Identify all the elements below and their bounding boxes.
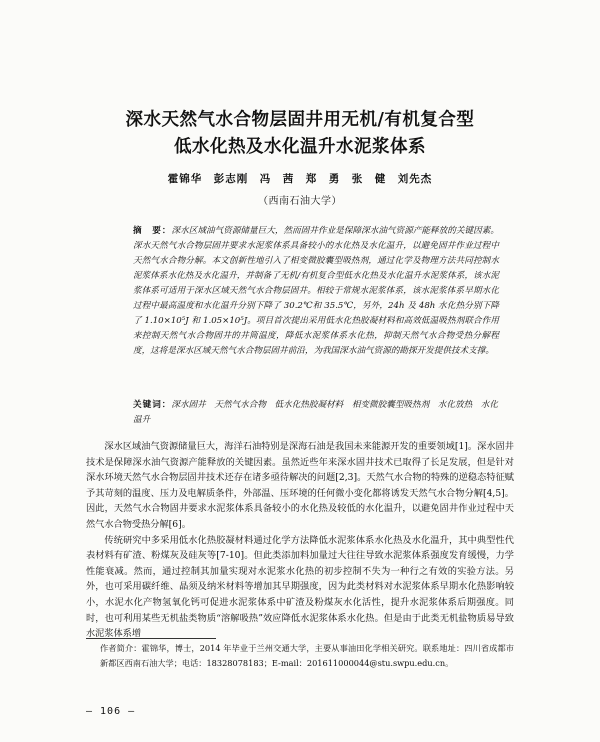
body-paragraph-1: 深水区域油气资源储量巨大，海洋石油特别是深海石油是我国未来能源开发的重要领域[1]。深水固井技术是保障深水油气资源产能释放的关键因素。虽然近些年来深水固井技术已取得了长足发展，但是针对深水环境天然气水合物层固井技术还存在诸多亟待解决的问题[2,3]。天然气水合物的特殊的逆稳态特征赋予其苛刻的温度、压力及电解质条件，外部温、压环境的任何微小变化都将诱发天然气水合物分解[4,5]。因此，天然气水合物固井要求水泥浆体系具备较小的水化热及较低的水化温升，以避免固井作业过程中天然气水合物受热分解[6]。: [86, 441, 514, 530]
keywords-text: 深水固井 天然气水合物 低水化热胶凝材料 相变微胶囊型吸热剂 水化放热 水化温升: [133, 400, 498, 425]
author-list: 霍锦华 彭志刚 冯 茜 郑 勇 张 健 刘先杰: [167, 173, 433, 185]
abstract: [133, 224, 499, 359]
body-paragraph-2: 传统研究中多采用低水化热胶凝材料通过化学方法降低水泥浆体系水化热及水化温升，其中典型性代表材料有矿渣、粉煤灰及硅灰等[7-10]。但此类添加料加量过大往往导致水泥浆体系强度发育缓慢，力学性能衰减。然而，通过控制其加量实现对水泥浆水化热的初步控制不失为一种行之有效的实验方法。另外，也可采用碳纤维、晶须及纳米材料等增加其早期强度，因为此类材料对水泥浆体系早期水化热影响较小，水泥水化产物氢氧化钙可促进水泥浆体系中矿渣及粉煤灰水化活性，提升水泥浆体系后期强度。同时，也可利用某些无机盐类物质“溶解吸热”效应降低水泥浆体系水化热。但是由于此类无机盐物质易导致水泥浆体系增: [86, 534, 514, 640]
title-line-1: 深水天然气水合物层固井用无机/有机复合型: [125, 110, 475, 130]
page-number: — 106 —: [86, 706, 136, 717]
abstract-label: 摘 要：: [133, 226, 172, 236]
title-line-2: 低水化热及水化温升水泥浆体系: [174, 137, 426, 157]
affiliation: （西南石油大学）: [258, 196, 342, 207]
keywords: [133, 398, 499, 428]
footnote-divider: [86, 638, 216, 639]
keywords-label: 关键词：: [133, 400, 172, 410]
abstract-text: 深水区域油气资源储量巨大，然而固井作业是保障深水油气资源产能释放的关键因素。深水天然气水合物层固井要求水泥浆体系具备较小的水化热及水化温升，以避免固井作业过程中天然气水合物分解。本文创新性地引入了相变微胶囊型吸热剂，通过化学及物理方法共同控制水泥浆体系水化热及水化温升，并制备了无机/有机复合型低水化热及水化温升水泥浆体系，该水泥浆体系可适用于深水区域天然气水合物层固井。相较于常规水泥浆体系，该水泥浆体系早期水化过程中最高温度和水化温升分别下降了 30.2℃和 35.5℃，另外，24h 及 48h 水化热分别下降了 1.10×10⁵J 和 1.05×10⁵J。项目首次提出采用低水化热胶凝材料和高效低温吸热剂联合作用来控制天然气水合物固井的井筒温度，降低水泥浆体系水化热，抑制天然气水合物受热分解程度，这将是深水区域天然气水合物层固井前沿，为我国深水油气资源的勘探开发提供技术支撑。: [133, 226, 499, 356]
body-text: [86, 439, 514, 642]
author-footnote: 作者简介：霍锦华，博士，2014 年毕业于兰州交通大学，主要从事油田化学相关研究。联系地址：四川省成都市新都区西南石油大学；电话：18328078183；E-mail：201611000044@stu.swpu.edu.cn。: [100, 643, 514, 668]
